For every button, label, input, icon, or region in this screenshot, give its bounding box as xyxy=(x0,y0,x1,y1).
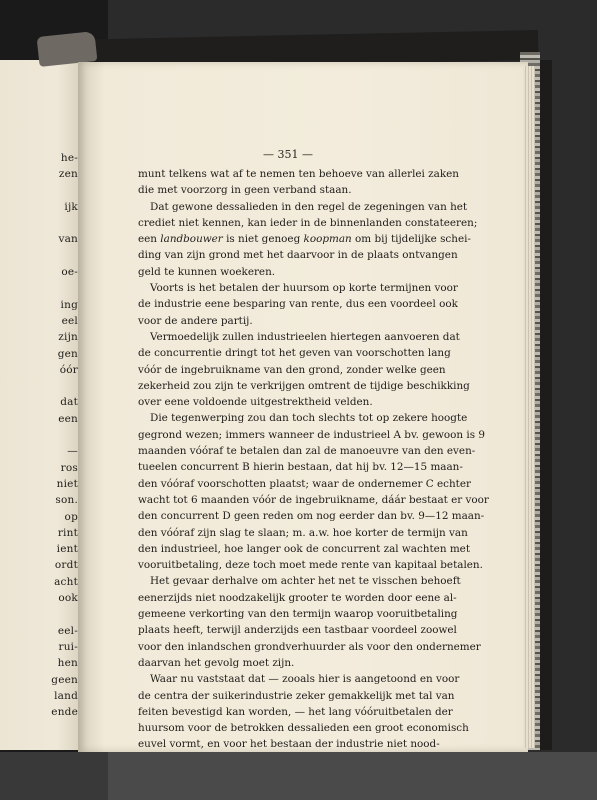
text-line: vooruitbetaling, deze toch moet mede rente van kapitaal betalen. xyxy=(138,559,483,572)
text-line: voor de andere partij. xyxy=(138,314,253,327)
left-page-fragment xyxy=(0,248,80,264)
page-edges xyxy=(523,66,535,748)
text-line: daarvan het gevolg moet zijn. xyxy=(138,656,295,669)
left-page-fragment: op xyxy=(64,510,78,523)
text-line: den industrieel, hoe langer ook de concurrent zal wachten met xyxy=(138,542,470,555)
text-line: ding van zijn grond met het daarvoor in de plaats ontvangen xyxy=(138,249,458,262)
text-line: vóór de ingebruikname van den grond, zonder welke geen xyxy=(138,363,446,376)
left-page-fragment: van xyxy=(58,233,78,246)
text-line: de centra der suikerindustrie zeker gemakkelijk met tal van xyxy=(138,689,455,702)
text-line: plaats heeft, terwijl anderzijds een tastbaar voordeel zoowel xyxy=(138,624,457,637)
left-page-fragment xyxy=(0,606,80,622)
text-line: tueelen concurrent B hierin bestaan, dat hij bv. 12—15 maan- xyxy=(138,461,463,474)
left-page-fragment: ros xyxy=(60,461,78,474)
left-page-fragment: zen xyxy=(58,168,78,181)
left-page-fragment xyxy=(0,280,80,296)
text-line: over eene voldoende uitgestrektheid velden. xyxy=(138,396,373,409)
left-page-fragment xyxy=(0,427,80,443)
left-page-fragment xyxy=(0,215,80,231)
left-page-fragment: óór xyxy=(59,363,78,376)
text-line: de industrie eene besparing van rente, dus een voordeel ook xyxy=(138,298,458,311)
left-page-fragment: ende xyxy=(51,706,78,719)
left-page-fragment: gen xyxy=(57,347,78,360)
text-line: gemeene verkorting van den termijn waarop vooruitbetaling xyxy=(138,608,458,621)
left-page-fragment: rui- xyxy=(58,640,78,653)
left-page-text-fragments xyxy=(0,150,80,720)
book-board-bottom xyxy=(108,752,597,800)
book-cover-right xyxy=(538,60,552,750)
left-page-fragment: ijk xyxy=(64,200,78,213)
left-page-fragment: rint xyxy=(57,526,78,539)
text-line: zekerheid zou zijn te verkrijgen omtrent de tijdige beschikking xyxy=(138,379,470,392)
page-body-text xyxy=(138,166,489,753)
left-page-fragment: — xyxy=(67,445,78,458)
left-page-fragment: een xyxy=(58,412,78,425)
left-page-fragment: land xyxy=(54,689,78,702)
left-page-fragment: ook xyxy=(58,592,78,605)
left-page-fragment: eel- xyxy=(57,624,78,637)
left-page-fragment: geen xyxy=(51,673,78,686)
left-page-fragment: ordt xyxy=(54,559,78,572)
text-line: Voorts is het betalen der huursom op korte termijnen voor xyxy=(150,282,458,295)
text-line: huursom voor de betrokken dessalieden een groot economisch xyxy=(138,722,469,735)
text-line: Vermoedelijk zullen industrieelen hiertegen aanvoeren dat xyxy=(150,330,460,343)
text-line: Waar nu vaststaat dat — zooals hier is aangetoond en voor xyxy=(150,673,460,686)
text-line: wacht tot 6 maanden vóór de ingebruikname, dáár bestaat er voor xyxy=(138,493,489,506)
text-line: crediet niet kennen, kan ieder in de binnenlanden constateeren; xyxy=(138,216,478,229)
text-line: geld te kunnen woekeren. xyxy=(138,265,276,278)
text-line: eenerzijds niet noodzakelijk grooter te worden door eene al- xyxy=(138,591,457,604)
left-page-fragment: eel xyxy=(61,314,78,327)
page-number: — 351 — xyxy=(263,148,313,161)
text-line: gegrond wezen; immers wanneer de industrieel A bv. gewoon is 9 xyxy=(138,428,485,441)
text-line: Die tegenwerping zou dan toch slechts tot op zekere hoogte xyxy=(150,412,468,425)
text-line: den vóóraf zijn slag te slaan; m. a.w. hoe korter de termijn van xyxy=(138,526,468,539)
text-line: een landbouwer is niet genoeg koopman om bij tijdelijke schei- xyxy=(138,233,471,246)
left-page-fragment xyxy=(0,183,80,199)
left-page-fragment: he- xyxy=(60,152,78,164)
left-page-fragment: son. xyxy=(55,494,78,507)
left-page-fragment: dat xyxy=(60,396,78,409)
left-page-fragment: acht xyxy=(54,575,78,588)
left-page-fragment: ing xyxy=(60,298,78,311)
text-line: den concurrent D geen reden om nog eerder dan bv. 9—12 maan- xyxy=(138,510,485,523)
left-page-fragment xyxy=(0,378,80,394)
left-page-fragment: zijn xyxy=(58,331,78,344)
left-page-fragment: hen xyxy=(57,657,78,670)
text-line: euvel vormt, en voor het bestaan der industrie niet nood- xyxy=(138,738,440,751)
text-line: die met voorzorg in geen verband staan. xyxy=(138,184,352,197)
text-line: den vóóraf voorschotten plaatst; waar de ondernemer C echter xyxy=(138,477,471,490)
left-page-fragment: ient xyxy=(56,543,78,556)
text-line: Het gevaar derhalve om achter het net te visschen behoeft xyxy=(150,575,461,588)
text-line: Dat gewone dessalieden in den regel de zegeningen van het xyxy=(150,200,468,213)
text-line: de concurrentie dringt tot het geven van voorschotten lang xyxy=(138,347,451,360)
text-line: voor den inlandschen grondverhuurder als voor den ondernemer xyxy=(138,640,481,653)
text-line: feiten bevestigd kan worden, — het lang vóóruitbetalen der xyxy=(138,705,453,718)
text-line: maanden vóóraf te betalen dan zal de manoeuvre van den even- xyxy=(138,445,476,458)
text-line: munt telkens wat af te nemen ten behoeve van allerlei zaken xyxy=(138,168,459,180)
left-page-fragment: oe- xyxy=(61,266,78,279)
left-page-fragment: niet xyxy=(56,477,78,490)
